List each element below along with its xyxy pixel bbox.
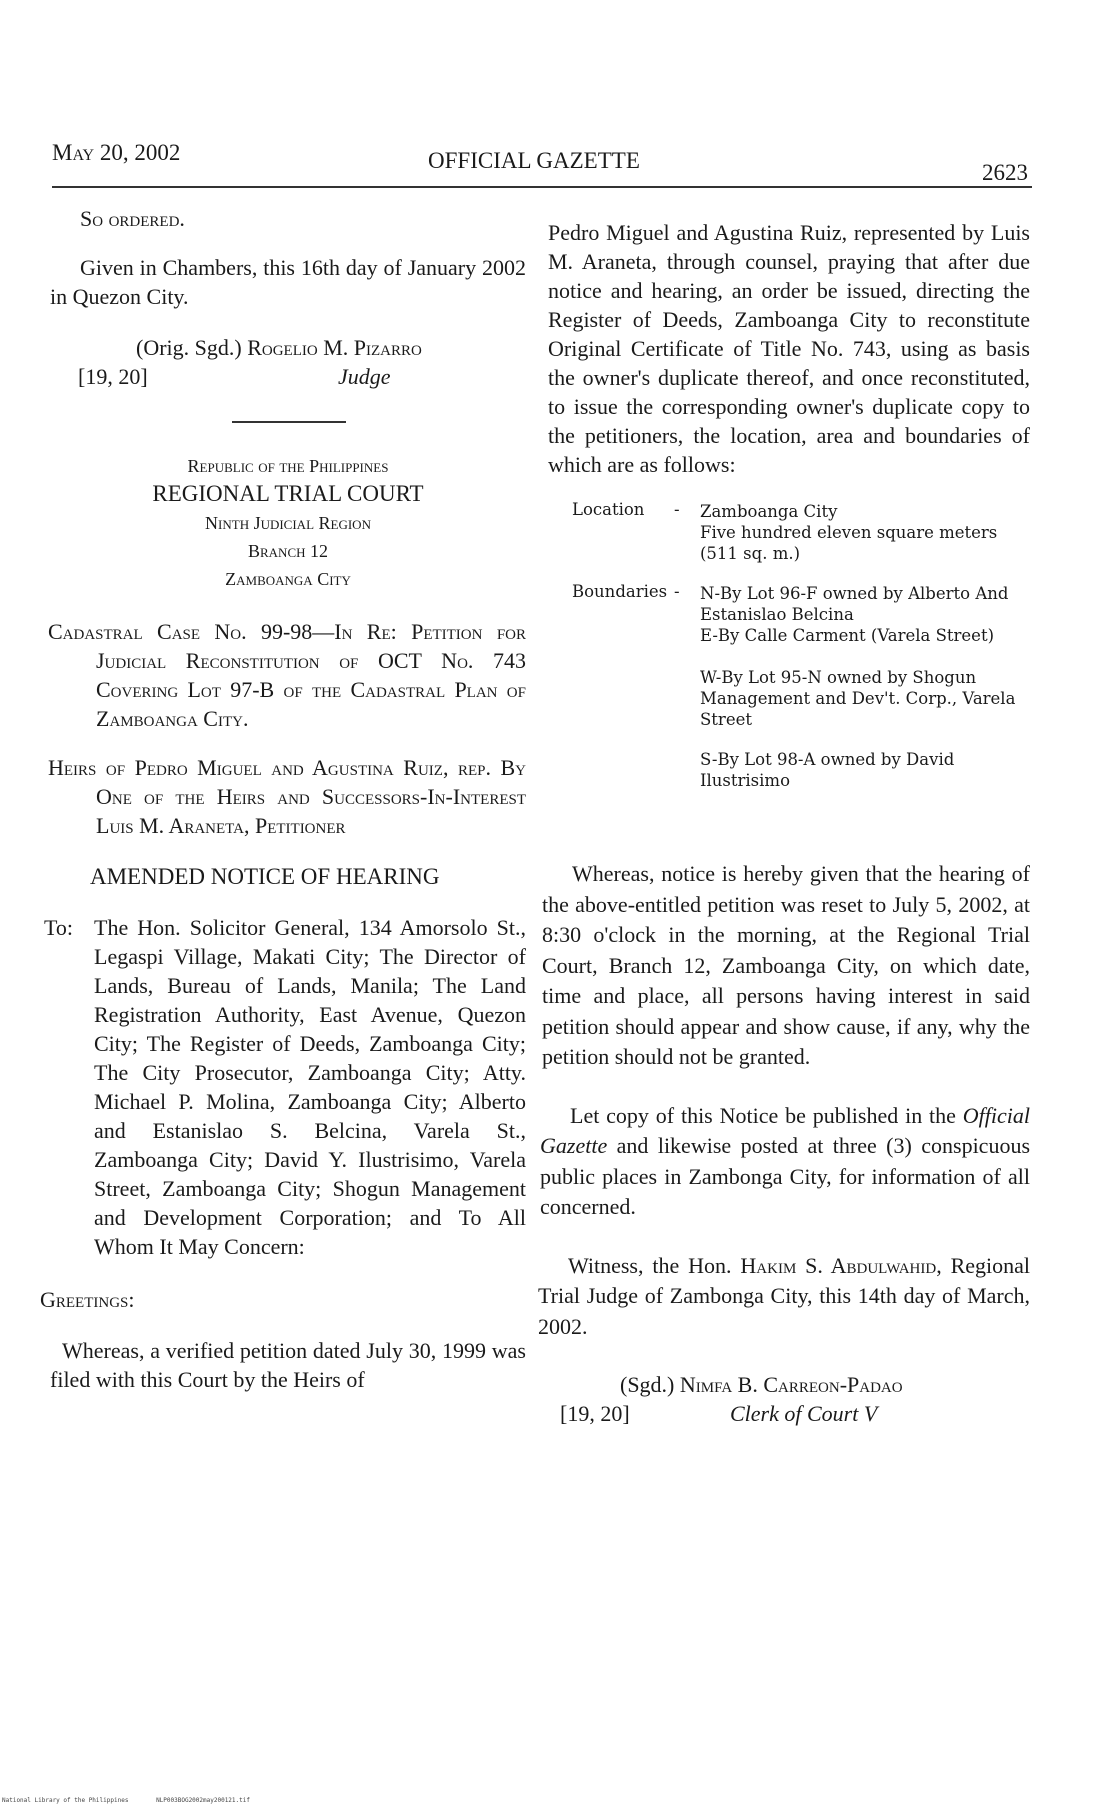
header-title: OFFICIAL GAZETTE [428, 148, 640, 173]
header-date: May 20, 2002 [52, 140, 181, 165]
witness-name: Hakim S. Abdulwahid [740, 1252, 937, 1278]
so-ordered: So ordered. [80, 206, 185, 231]
witness [538, 1251, 1030, 1343]
clerk-sig-name: Nimfa B. Carreon-Padao [679, 1372, 903, 1397]
witness-a: Witness, the Hon. [568, 1252, 732, 1278]
sig-title: Judge [338, 364, 391, 389]
to-label: To: [44, 915, 74, 940]
boundary-south: S-By Lot 98-A owned by David Ilustrisimo [700, 750, 955, 790]
greetings: Greetings: [40, 1287, 135, 1312]
court-republic: Republic of the Philippines [187, 456, 389, 476]
court-region: Ninth Judicial Region [205, 513, 371, 533]
boundaries-label: Boundaries [572, 582, 668, 601]
boundaries-dash: - [674, 582, 680, 601]
let-copy-b: and likewise posted at three (3) conspicuous public places in Zambonga City, for information of all concerned. [540, 1133, 1031, 1219]
court-name: REGIONAL TRIAL COURT [152, 481, 424, 506]
sig-name: Rogelio M. Pizarro [247, 335, 422, 360]
sig-ref: [19, 20] [78, 364, 148, 389]
clerk-sig-ref: [19, 20] [560, 1401, 630, 1426]
left-column [40, 200, 526, 1394]
court-branch: Branch 12 [247, 541, 328, 561]
judge-signature [50, 333, 526, 391]
location-line: (511 sq. m.) [700, 544, 801, 563]
case-title: Cadastral Case No. 99-98—In Re: Petition for Judicial Reconstitution of OCT No. 743 Covering Lot 97-B of the Cadastral Plan of Zamboanga City. [48, 619, 526, 731]
location-values [700, 501, 1030, 564]
page-number: 2623 [982, 160, 1028, 185]
property-table [548, 499, 1030, 819]
given-in-chambers: Given in Chambers, this 16th day of January 2002 in Quezon City. [50, 255, 526, 309]
to-text: The Hon. Solicitor General, 134 Amorsolo St., Legaspi Village, Makati City; The Director of Lands, Bureau of Lands, Manila; The Land Registration Authority, East Avenue, Quezon City; The Register of Deeds, Zamboanga City; The City Prosecutor, Zamboanga City; Atty. Michael P. Molina, Zamboanga City; Alberto and Estanislao S. Belcina, Varela St., Zamboanga City; David Y. Ilustrisimo, Varela Street, Zamboanga City; Shogun Management and Development Corporation; and To All Whom It May Concern: [94, 915, 526, 1259]
footer-scan-info [2, 1797, 250, 1804]
whereas-first: Whereas, a verified petition dated July 30, 1999 was filed with this Court by the Heirs of [50, 1338, 526, 1392]
addressees [44, 913, 526, 1261]
court-heading [50, 453, 526, 593]
boundary-north: N-By Lot 96-F owned by Alberto And Estanislao Belcina [700, 584, 1009, 624]
court-city: Zamboanga City [225, 569, 351, 589]
header-rule [52, 186, 1032, 188]
boundary-east: E-By Calle Carment (Varela Street) [700, 626, 995, 645]
let-copy [540, 1101, 1030, 1223]
petition-continuation: Pedro Miguel and Agustina Ruiz, represented by Luis M. Araneta, through counsel, praying that after due notice and hearing, an order be issued, directing the Register of Deeds, Zamboanga City to reconstitute Original Certificate of Title No. 743, using as basis the owner's duplicate thereof, and once reconstituted, to issue the corresponding owner's duplicate copy to the petitioners, the location, area and boundaries of which are as follows: [548, 220, 1030, 477]
sig-prefix: (Orig. Sgd.) [136, 335, 242, 360]
let-copy-a: Let copy of this Notice be published in the [570, 1102, 956, 1128]
footer-file: NLP003BOG2002may200121.tif [156, 1797, 250, 1804]
location-line: Zamboanga City [700, 502, 838, 521]
location-label: Location [572, 500, 645, 519]
footer-library: National Library of the Philippines [2, 1797, 129, 1804]
section-divider [232, 421, 346, 423]
whereas-second: Whereas, notice is hereby given that the hearing of the above-entitled petition was reset to July 5, 2002, at 8:30 o'clock in the morning, at the Regional Trial Court, Branch 12, Zamboanga City, on which date, time and place, all persons having interest in said petition should appear and show cause, if any, why the petition should not be granted. [542, 861, 1030, 1069]
gazette-italic: Official Gazette [540, 1102, 1031, 1158]
right-column [538, 218, 1031, 1428]
boundary-west: W-By Lot 95-N owned by Shogun Management and Dev't. Corp., Varela Street [700, 668, 1016, 729]
location-dash: - [674, 500, 680, 519]
heirs-petitioner: Heirs of Pedro Miguel and Agustina Ruiz, rep. By One of the Heirs and Successors-In-Interest Luis M. Araneta, Petitioner [48, 755, 526, 838]
notice-title: AMENDED NOTICE OF HEARING [90, 864, 440, 889]
clerk-signature [548, 1370, 1030, 1428]
clerk-sig-title: Clerk of Court V [730, 1401, 878, 1426]
witness-b: , Regional Trial Judge of Zambonga City, this 14th day of March, 2002. [538, 1252, 1030, 1339]
location-line: Five hundred eleven square meters [700, 523, 998, 542]
clerk-sig-prefix: (Sgd.) [620, 1372, 675, 1397]
